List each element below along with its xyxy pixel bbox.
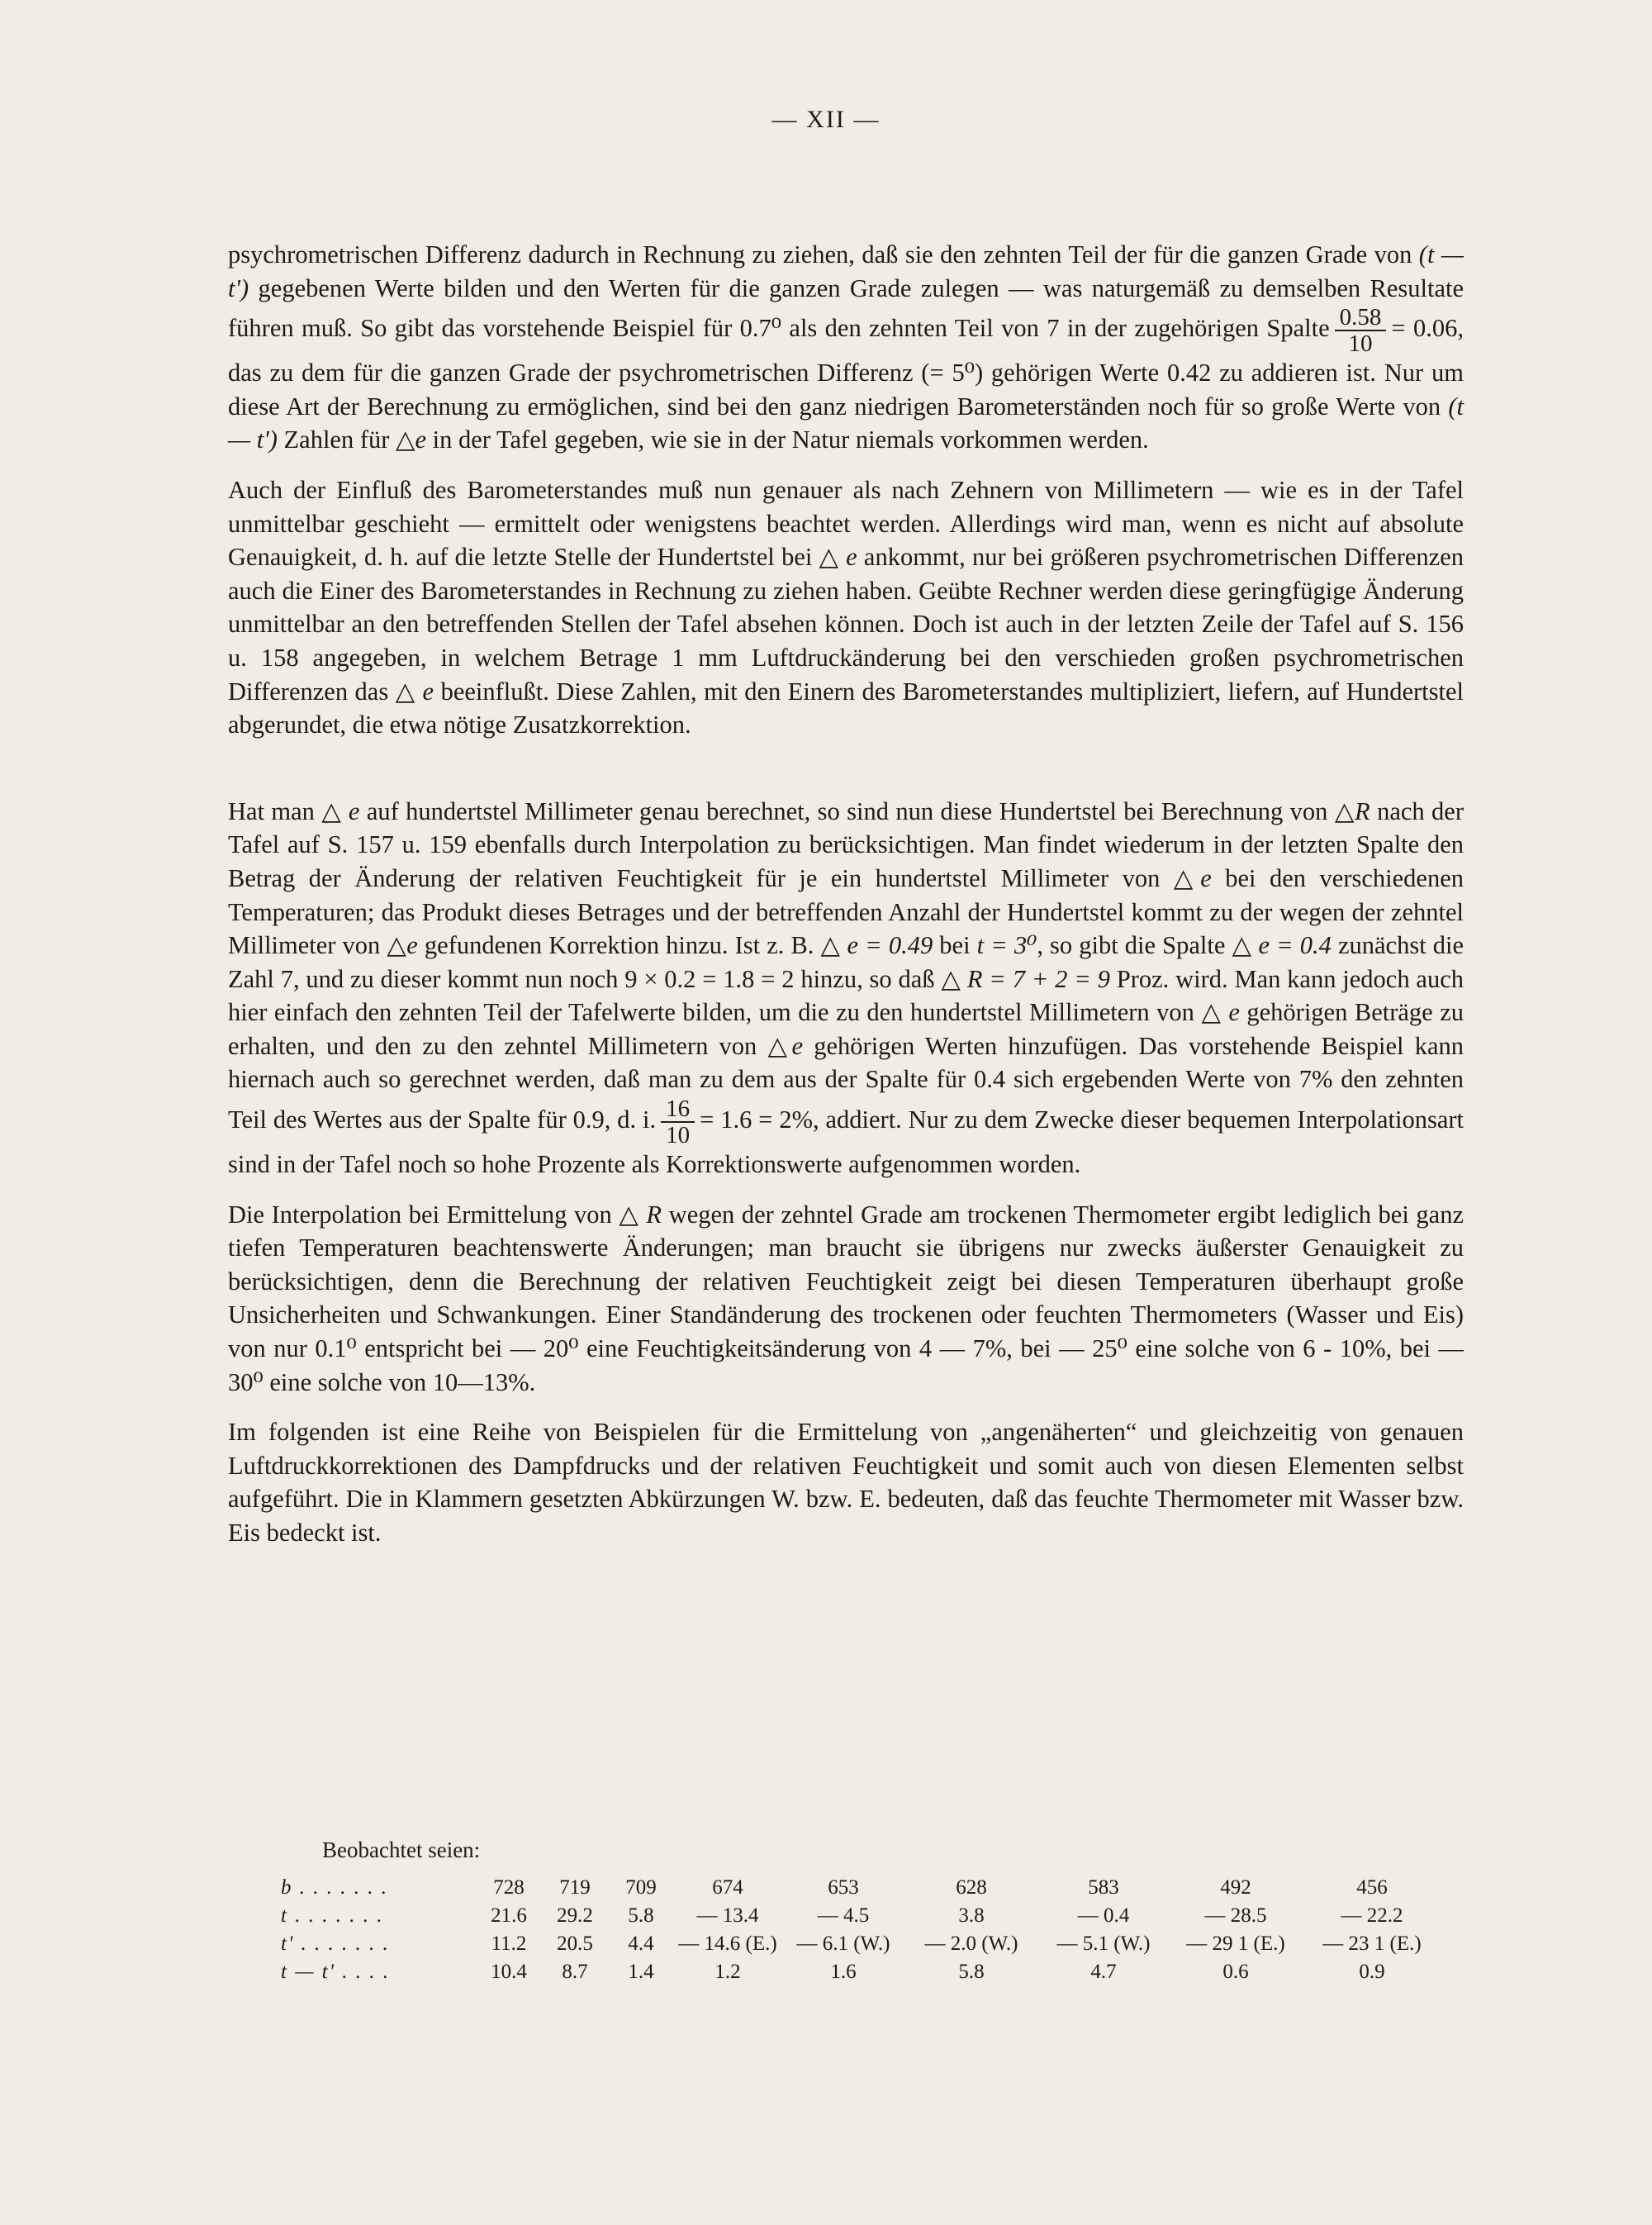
table-cell: 456 [1356, 1876, 1388, 1899]
table-cell: 5.8 [958, 1961, 985, 1983]
text-run: bei den verschiedenen Temperaturen; das Produkt dieses Betrages und der betreffenden Anzahl der Hundertstel kommt zu der wegen der zehntel Millimeter von [228, 863, 1464, 960]
fraction-numerator: 0.58 [1335, 305, 1387, 331]
observation-table [281, 1874, 1442, 1986]
table-cell: 4.4 [628, 1933, 654, 1955]
table-cell: — 28.5 [1204, 1904, 1267, 1927]
table-cell: — 23 1 (E.) [1322, 1933, 1422, 1955]
table-title: Beobachtet seien: [322, 1838, 481, 1862]
text-run: nach der Tafel auf S. 157 u. 159 ebenfalls durch Interpolation zu berücksichtigen. Man findet wiederum in der letzten Spalte den Betrag der Änderung der relativen Feuchtigkeit für je ein hundertstel Millimeter von [228, 796, 1464, 892]
table-row [281, 1874, 1442, 1902]
formula: △ R [619, 1200, 662, 1229]
fraction [1335, 305, 1387, 356]
table-cell: 4.7 [1090, 1961, 1117, 1983]
table-cell: — 4.5 [817, 1904, 870, 1927]
formula: △ e [819, 543, 857, 572]
row-label: t' . . . . . . . [281, 1933, 390, 1955]
text-run: psychrometrischen Differenz dadurch in Rechnung zu ziehen, daß sie den zehnten Teil der für die ganzen Grade von [228, 240, 1419, 269]
table-row [281, 1958, 1442, 1986]
table-cell: — 29 1 (E.) [1186, 1933, 1285, 1955]
fraction-denominator: 10 [666, 1122, 691, 1149]
text-run: wegen der zehntel Grade am trockenen Thermometer ergibt lediglich bei ganz tiefen Temperaturen beachtenswerte Änderungen; man braucht sie übrigens nur zwecks äußerster Genauigkeit zu berücksichtigen, denn die Berechnung der relativen Feuchtigkeit zeigt bei diesen Temperaturen überhaupt große Unsicherheiten und Schwankungen. Einer Standänderung des trockenen oder feuchten Thermometers (Wasser und Eis) von nur 0.1⁰ entspricht bei — 20⁰ eine Feuchtigkeitsänderung von 4 — 7%, bei — 25⁰ eine solche von 6 - 10%, bei — 30⁰ eine solche von 10—13%. [228, 1200, 1464, 1396]
paragraph-1 [228, 238, 1464, 457]
formula: △e [767, 1031, 804, 1060]
text-run: , so gibt die Spalte [1037, 931, 1232, 960]
table-cell: 1.2 [714, 1961, 741, 1983]
formula: △ e [321, 796, 360, 825]
text-run: gehörigen Werten hinzufügen. Das vorstehende Beispiel kann hiernach auch so gerechnet werden, daß man zu dem aus der Spalte für 0.4 sich ergebenden Werte von 7% den zehnten Teil des Wertes aus der Spalte für 0.9, d. i. [228, 1031, 1464, 1134]
table-cell: — 13.4 [696, 1904, 759, 1927]
text-run: = 1.6 = 2%, addiert. Nur zu dem Zwecke dieser bequemen Interpolationsart sind in der Tafel noch so hohe Prozente als Korrektionswerte aufgenommen worden. [228, 1105, 1464, 1179]
fraction [661, 1096, 695, 1148]
text-run: = 0.06, das zu dem für die ganzen Grade der psychrometrischen Differenz (= 5⁰) gehörigen Werte 0.42 zu addieren ist. Nur um diese Art der Berechnung zu ermöglichen, sind bei den ganz niedrigen Barometerständen noch für so große Werte von [228, 314, 1464, 421]
table-cell: 20.5 [557, 1933, 593, 1955]
formula: △e [1173, 863, 1212, 892]
row-label: b . . . . . . . [281, 1876, 388, 1899]
text-run: Im folgenden ist eine Reihe von Beispielen für die Ermittelung von „angenäherten“ und gleichzeitig von genauen Luftdruckkorrektionen des Dampfdrucks und der relativen Feuchtigkeit und somit auch von diesen Elementen selbst aufgeführt. Die in Klammern gesetzten Abkürzungen W. bzw. E. bedeuten, daß das feuchte Thermometer mit Wasser bzw. Eis bedeckt ist. [228, 1418, 1464, 1547]
fraction-numerator: 16 [661, 1096, 695, 1123]
row-label: t . . . . . . . [281, 1904, 384, 1927]
row-label: t — t' . . . . [281, 1961, 390, 1983]
table-cell: 728 [493, 1876, 525, 1899]
text-run: gefundenen Korrektion hinzu. Ist z. B. [417, 931, 821, 960]
text-run: in der Tafel gegeben, wie sie in der Natur niemals vorkommen werden. [426, 426, 1149, 454]
table-cell: — 6.1 (W.) [796, 1933, 890, 1955]
text-run: bei [933, 931, 977, 960]
formula: △ e = 0.49 [820, 931, 933, 960]
table-cell: 3.8 [958, 1904, 985, 1927]
text-run: beeinflußt. Diese Zahlen, mit den Einern des Barometerstandes multipliziert, liefern, auf Hundertstel abgerundet, die etwa nötige Zusatzkorrektion. [228, 677, 1464, 739]
table-cell: 583 [1088, 1876, 1119, 1899]
formula: (t — t') [228, 392, 1464, 454]
table-cell: — 0.4 [1077, 1904, 1130, 1927]
paragraph-5 [228, 1415, 1464, 1549]
table-cell: — 22.2 [1341, 1904, 1403, 1927]
table-cell: 1.6 [830, 1961, 857, 1983]
text-run: Auch der Einfluß des Barometerstandes muß nun genauer als nach Zehnern von Millimetern — wie es in der Tafel unmittelbar geschieht — ermittelt oder wenigstens beachtet werden. Allerdings wird man, wenn es nicht auf absolute Genauigkeit, d. h. auf die letzte Stelle der Hundertstel bei [228, 475, 1464, 572]
document-body [228, 238, 1464, 1567]
table-cell: 719 [559, 1876, 591, 1899]
table-cell: 10.4 [491, 1961, 527, 1983]
formula: △e [396, 426, 427, 454]
text-run: Proz. wird. Man kann jedoch auch hier einfach den zehnten Teil der Tafelwerte bilden, um die zu den hundertstel Millimetern von [228, 964, 1464, 1027]
table-cell: 11.2 [491, 1933, 527, 1955]
table-row [281, 1902, 1442, 1930]
table-row [281, 1930, 1442, 1958]
table-cell: — 5.1 (W.) [1056, 1933, 1151, 1955]
table-cell: 5.8 [628, 1904, 654, 1927]
table-cell: 653 [828, 1876, 859, 1899]
table-cell: 674 [712, 1876, 743, 1899]
table-cell: 0.6 [1222, 1961, 1249, 1983]
table-cell: — 2.0 (W.) [924, 1933, 1018, 1955]
formula: △e [387, 931, 418, 960]
table-cell: 29.2 [557, 1904, 593, 1927]
formula: △ e [395, 677, 434, 706]
paragraph-3 [228, 795, 1464, 1181]
formula: △ e = 0.4 [1232, 931, 1332, 960]
table-cell: 8.7 [562, 1961, 588, 1983]
table-cell: 492 [1220, 1876, 1251, 1899]
fraction-denominator: 10 [1348, 330, 1373, 358]
text-run: auf hundertstel Millimeter genau berechnet, so sind nun diese Hundertstel bei Berechnung von [359, 796, 1335, 825]
formula: △ e [1201, 998, 1240, 1027]
table-cell: 0.9 [1359, 1961, 1385, 1983]
formula: △R [1334, 796, 1370, 825]
table-cell: 21.6 [491, 1904, 527, 1927]
formula: t = 3⁰ [976, 931, 1037, 960]
paragraph-2 [228, 473, 1464, 742]
text-run: Zahlen für [277, 426, 396, 454]
text-run: Die Interpolation bei Ermittelung von [228, 1200, 620, 1229]
table-cell: 709 [625, 1876, 657, 1899]
paragraph-4 [228, 1198, 1464, 1400]
table-cell: — 14.6 (E.) [678, 1933, 777, 1955]
text-run: ankommt, nur bei größeren psychrometrischen Differenzen auch die Einer des Barometerstandes in Rechnung zu ziehen haben. Geübte Rechner werden diese geringfügige Änderung unmittelbar an den betreffenden Stellen der Tafel absehen können. Doch ist auch in der letzten Zeile der Tafel auf S. 156 u. 158 angegeben, in welchem Betrage 1 mm Luftdruckänderung bei den verschieden großen psychrometrischen Differenzen das [228, 543, 1464, 706]
table-cell: 1.4 [628, 1961, 654, 1983]
table-cell: 628 [956, 1876, 987, 1899]
page-number: — XII — [771, 106, 881, 133]
formula: (t — t') [228, 240, 1464, 302]
text-run: Hat man [228, 796, 322, 825]
text-run: zunächst die Zahl 7, und zu dieser kommt nun noch 9 × 0.2 = 1.8 = 2 hinzu, so daß [228, 931, 1464, 993]
text-run: gegebenen Werte bilden und den Werten für die ganzen Grade zulegen — was naturgemäß zu demselben Resultate führen muß. So gibt das vorstehende Beispiel für 0.7⁰ als den zehnten Teil von 7 in der zugehörigen Spalte [228, 273, 1464, 343]
text-run: gehörigen Beträge zu erhalten, und den zu den zehntel Millimetern von [228, 998, 1464, 1060]
formula: △ R = 7 + 2 = 9 [941, 964, 1110, 993]
